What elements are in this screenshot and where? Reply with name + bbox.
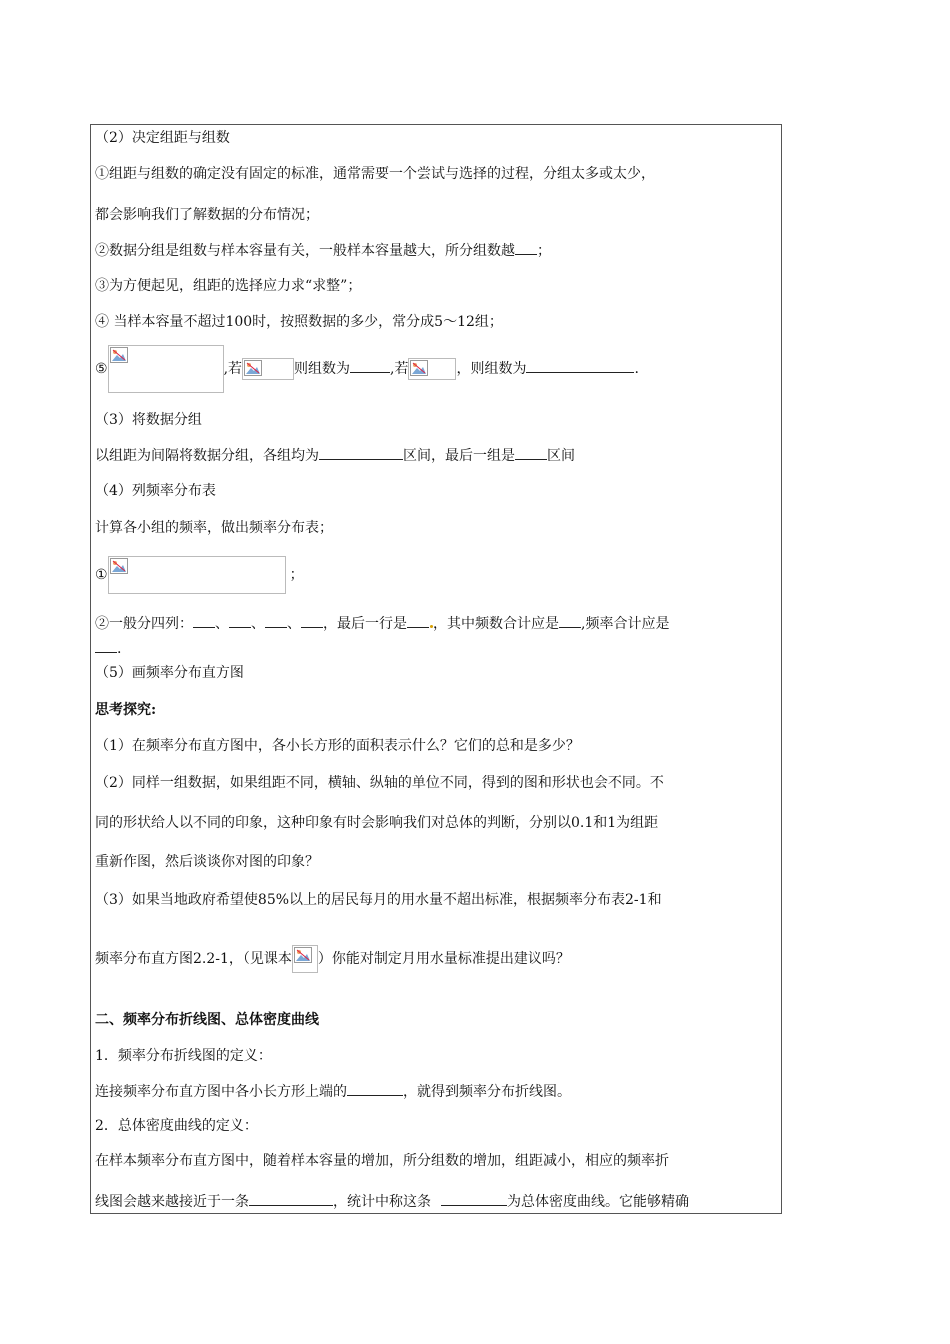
answer-blank[interactable] (515, 445, 547, 460)
paragraph-5-end: . (634, 361, 639, 377)
answer-blank[interactable] (559, 613, 581, 628)
question-2-line-2: 同的形状给人以不同的印象，这种印象有时会影响我们对总体的判断，分别以0.1和1为组距 (95, 815, 659, 831)
definition-2-title: 2．总体密度曲线的定义： (95, 1118, 258, 1134)
answer-blank[interactable] (526, 358, 634, 373)
part-2-title: 二、频率分布折线图、总体密度曲线 (95, 1012, 319, 1028)
item-marker: ① (95, 567, 108, 583)
separator: 、 (251, 616, 265, 632)
section-4-item-2-line-2 (95, 638, 121, 659)
paragraph-5-zushu-1: 则组数为 (294, 361, 351, 377)
item-end: ； (289, 567, 304, 583)
paragraph-5-ruo-1: ,若 (223, 361, 243, 377)
section-3-text (95, 445, 575, 466)
answer-blank[interactable] (301, 613, 323, 628)
definition-1-part-2: ，就得到频率分布折线图。 (403, 1084, 571, 1100)
section-3-text-part-2: 区间，最后一组是 (403, 448, 515, 464)
paragraph-1-line-1: ①组距与组数的确定没有固定的标准，通常需要一个尝试与选择的过程，分组太多或太少， (95, 166, 655, 182)
answer-blank[interactable] (229, 613, 251, 628)
definition-2-line-2 (95, 1191, 689, 1212)
definition-2-part-a: 线图会越来越接近于一条 (95, 1194, 249, 1210)
answer-blank[interactable] (95, 638, 117, 653)
paragraph-5-zushu-2: ，则组数为 (456, 361, 527, 377)
section-4-item-2-line-1 (95, 613, 669, 634)
broken-image-icon (410, 360, 428, 376)
question-3-line-1: （3）如果当地政府希望使85%以上的居民每月的用水量不超出标准，根据频率分布表2-1和 (95, 892, 662, 908)
broken-image-icon (244, 360, 262, 376)
formula-image (242, 358, 294, 380)
answer-blank[interactable] (319, 445, 403, 460)
question-3-part-b: ）你能对制定月用水量标准提出建议吗？ (317, 951, 570, 967)
item-2-mid: ，最后一行是 (323, 616, 407, 632)
formula-image (408, 358, 456, 380)
paragraph-5 (95, 345, 639, 393)
answer-blank[interactable] (347, 1081, 403, 1096)
separator: 、 (215, 616, 229, 632)
question-3-part-a: 频率分布直方图2.2-1，（见课本 (95, 951, 292, 967)
formula-image (292, 945, 318, 973)
item-2-mid-2: ，其中频数合计应是 (433, 616, 559, 632)
answer-blank[interactable] (193, 613, 215, 628)
item-2-end: . (117, 641, 122, 657)
question-1: （1）在频率分布直方图中，各小长方形的面积表示什么？它们的总和是多少？ (95, 738, 580, 754)
answer-blank[interactable] (515, 240, 537, 255)
answer-blank[interactable] (407, 613, 429, 628)
separator: 、 (287, 616, 301, 632)
section-5-title: （5）画频率分布直方图 (95, 665, 244, 681)
answer-blank[interactable] (249, 1191, 333, 1206)
answer-blank[interactable] (350, 358, 390, 373)
broken-image-icon (110, 558, 128, 574)
item-2-start: ②一般分四列： (95, 616, 193, 632)
answer-blank[interactable] (265, 613, 287, 628)
item-2-mid-3: ,频率合计应是 (581, 616, 670, 632)
definition-1-text (95, 1081, 571, 1102)
paragraph-5-marker: ⑤ (95, 361, 108, 377)
definition-1-title: 1．频率分布折线图的定义： (95, 1048, 272, 1064)
section-4-title: （4）列频率分布表 (95, 483, 216, 499)
definition-1-part-1: 连接频率分布直方图中各小长方形上端的 (95, 1084, 347, 1100)
section-3-text-part-3: 区间 (547, 448, 575, 464)
broken-image-icon (110, 347, 128, 363)
paragraph-5-ruo-2: ,若 (390, 361, 409, 377)
paragraph-2-end: ； (537, 243, 551, 259)
paragraph-4: ④ 当样本容量不超过100时，按照数据的多少，常分成5～12组； (95, 314, 503, 330)
paragraph-2 (95, 240, 551, 261)
definition-2-line-1: 在样本频率分布直方图中，随着样本容量的增加，所分组数的增加，组距减小，相应的频率折 (95, 1153, 669, 1169)
definition-2-part-b: ，统计中称这条 (333, 1194, 431, 1210)
paragraph-2-text: ②数据分组是组数与样本容量有关，一般样本容量越大，所分组数越 (95, 243, 515, 259)
paragraph-3: ③为方便起见，组距的选择应力求“求整”； (95, 278, 362, 294)
think-title: 思考探究: (95, 702, 157, 718)
formula-image (108, 345, 224, 393)
broken-image-icon (294, 947, 312, 963)
question-3-line-2 (95, 944, 570, 974)
paragraph-1-line-2: 都会影响我们了解数据的分布情况； (95, 207, 319, 223)
section-2-title: （2）决定组距与组数 (95, 130, 230, 146)
definition-2-part-c: 为总体密度曲线。它能够精确 (507, 1194, 689, 1210)
section-3-title: （3）将数据分组 (95, 412, 202, 428)
answer-blank[interactable] (441, 1191, 507, 1206)
question-2-line-1: （2）同样一组数据，如果组距不同，横轴、纵轴的单位不同，得到的图和形状也会不同。不 (95, 775, 664, 791)
section-4-item-1 (95, 556, 304, 594)
formula-image (108, 556, 286, 594)
section-3-text-part-1: 以组距为间隔将数据分组，各组均为 (95, 448, 319, 464)
section-4-text: 计算各小组的频率，做出频率分布表； (95, 520, 333, 536)
question-2-line-3: 重新作图，然后谈谈你对图的印象？ (95, 854, 319, 870)
